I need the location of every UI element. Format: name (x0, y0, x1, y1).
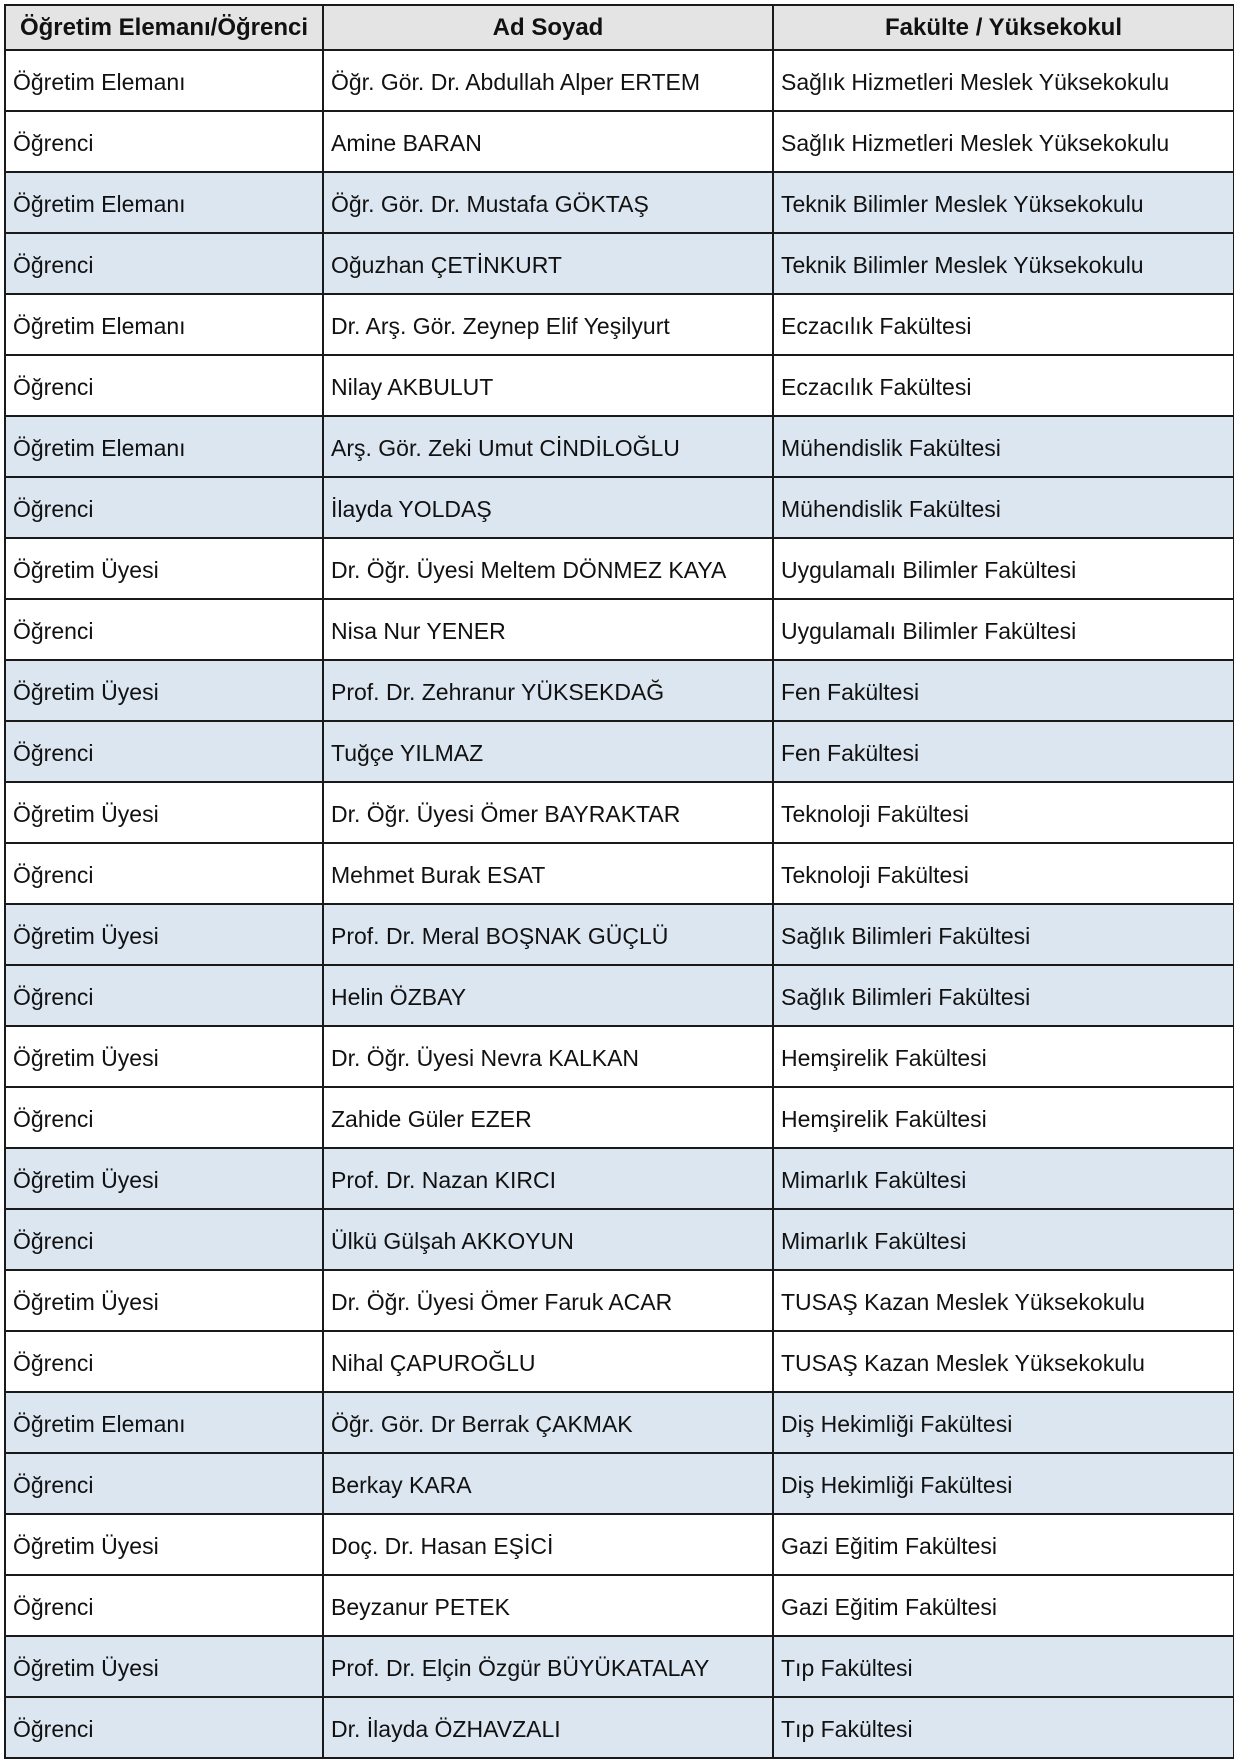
cell-role: Öğrenci (5, 1209, 323, 1270)
cell-role: Öğrenci (5, 1697, 323, 1758)
cell-name: Arş. Gör. Zeki Umut CİNDİLOĞLU (323, 416, 773, 477)
cell-unit: Teknoloji Fakültesi (773, 843, 1234, 904)
cell-name: Mehmet Burak ESAT (323, 843, 773, 904)
cell-unit: Sağlık Bilimleri Fakültesi (773, 965, 1234, 1026)
table-row (5, 843, 1234, 904)
cell-name: Öğr. Gör. Dr. Mustafa GÖKTAŞ (323, 172, 773, 233)
cell-name: Prof. Dr. Elçin Özgür BÜYÜKATALAY (323, 1636, 773, 1697)
cell-unit: Fen Fakültesi (773, 660, 1234, 721)
cell-name: Zahide Güler EZER (323, 1087, 773, 1148)
cell-role: Öğrenci (5, 1575, 323, 1636)
cell-unit: Tıp Fakültesi (773, 1697, 1234, 1758)
table-row (5, 1636, 1234, 1697)
cell-unit: TUSAŞ Kazan Meslek Yüksekokulu (773, 1331, 1234, 1392)
cell-name: İlayda YOLDAŞ (323, 477, 773, 538)
cell-name: Dr. Öğr. Üyesi Nevra KALKAN (323, 1026, 773, 1087)
cell-name: Dr. Öğr. Üyesi Ömer Faruk ACAR (323, 1270, 773, 1331)
cell-unit: TUSAŞ Kazan Meslek Yüksekokulu (773, 1270, 1234, 1331)
roster-body (5, 50, 1234, 1758)
cell-role: Öğretim Elemanı (5, 1392, 323, 1453)
cell-unit: Mimarlık Fakültesi (773, 1148, 1234, 1209)
table-row (5, 50, 1234, 111)
cell-name: Öğr. Gör. Dr. Abdullah Alper ERTEM (323, 50, 773, 111)
cell-unit: Mühendislik Fakültesi (773, 416, 1234, 477)
cell-role: Öğretim Üyesi (5, 1026, 323, 1087)
cell-name: Oğuzhan ÇETİNKURT (323, 233, 773, 294)
cell-role: Öğrenci (5, 721, 323, 782)
table-row (5, 111, 1234, 172)
table-row (5, 1087, 1234, 1148)
cell-role: Öğretim Üyesi (5, 1270, 323, 1331)
table-row (5, 294, 1234, 355)
table-row (5, 1148, 1234, 1209)
cell-unit: Fen Fakültesi (773, 721, 1234, 782)
cell-unit: Teknik Bilimler Meslek Yüksekokulu (773, 172, 1234, 233)
table-row (5, 1392, 1234, 1453)
cell-name: Ülkü Gülşah AKKOYUN (323, 1209, 773, 1270)
cell-name: Amine BARAN (323, 111, 773, 172)
table-row (5, 599, 1234, 660)
header-name: Ad Soyad (323, 5, 773, 50)
cell-unit: Hemşirelik Fakültesi (773, 1087, 1234, 1148)
cell-role: Öğrenci (5, 355, 323, 416)
table-row (5, 660, 1234, 721)
cell-role: Öğrenci (5, 1087, 323, 1148)
cell-name: Nisa Nur YENER (323, 599, 773, 660)
cell-role: Öğretim Üyesi (5, 1636, 323, 1697)
cell-unit: Diş Hekimliği Fakültesi (773, 1392, 1234, 1453)
table-row (5, 904, 1234, 965)
header-role: Öğretim Elemanı/Öğrenci (5, 5, 323, 50)
cell-role: Öğrenci (5, 233, 323, 294)
cell-role: Öğretim Elemanı (5, 294, 323, 355)
cell-role: Öğretim Üyesi (5, 904, 323, 965)
table-row (5, 1209, 1234, 1270)
cell-unit: Sağlık Hizmetleri Meslek Yüksekokulu (773, 50, 1234, 111)
cell-name: Prof. Dr. Nazan KIRCI (323, 1148, 773, 1209)
cell-role: Öğretim Elemanı (5, 416, 323, 477)
cell-name: Dr. İlayda ÖZHAVZALI (323, 1697, 773, 1758)
cell-unit: Sağlık Hizmetleri Meslek Yüksekokulu (773, 111, 1234, 172)
cell-unit: Uygulamalı Bilimler Fakültesi (773, 599, 1234, 660)
table-row (5, 1453, 1234, 1514)
cell-unit: Teknik Bilimler Meslek Yüksekokulu (773, 233, 1234, 294)
cell-name: Nihal ÇAPUROĞLU (323, 1331, 773, 1392)
cell-unit: Eczacılık Fakültesi (773, 294, 1234, 355)
cell-role: Öğretim Üyesi (5, 538, 323, 599)
cell-unit: Mimarlık Fakültesi (773, 1209, 1234, 1270)
roster-sheet (4, 4, 1233, 1759)
cell-name: Berkay KARA (323, 1453, 773, 1514)
cell-role: Öğretim Elemanı (5, 172, 323, 233)
cell-name: Nilay AKBULUT (323, 355, 773, 416)
table-row (5, 172, 1234, 233)
table-row (5, 1697, 1234, 1758)
cell-unit: Tıp Fakültesi (773, 1636, 1234, 1697)
table-row (5, 1026, 1234, 1087)
cell-role: Öğrenci (5, 1331, 323, 1392)
cell-unit: Diş Hekimliği Fakültesi (773, 1453, 1234, 1514)
cell-role: Öğretim Elemanı (5, 50, 323, 111)
cell-name: Prof. Dr. Zehranur YÜKSEKDAĞ (323, 660, 773, 721)
cell-role: Öğrenci (5, 843, 323, 904)
cell-unit: Sağlık Bilimleri Fakültesi (773, 904, 1234, 965)
table-row (5, 538, 1234, 599)
table-row (5, 416, 1234, 477)
table-row (5, 233, 1234, 294)
cell-name: Dr. Öğr. Üyesi Ömer BAYRAKTAR (323, 782, 773, 843)
table-row (5, 1514, 1234, 1575)
cell-role: Öğretim Üyesi (5, 1514, 323, 1575)
cell-role: Öğretim Üyesi (5, 660, 323, 721)
cell-unit: Uygulamalı Bilimler Fakültesi (773, 538, 1234, 599)
cell-unit: Mühendislik Fakültesi (773, 477, 1234, 538)
cell-name: Öğr. Gör. Dr Berrak ÇAKMAK (323, 1392, 773, 1453)
cell-role: Öğretim Üyesi (5, 782, 323, 843)
header-row (5, 5, 1234, 50)
table-row (5, 1270, 1234, 1331)
cell-unit: Gazi Eğitim Fakültesi (773, 1575, 1234, 1636)
cell-role: Öğretim Üyesi (5, 1148, 323, 1209)
cell-name: Beyzanur PETEK (323, 1575, 773, 1636)
cell-name: Dr. Arş. Gör. Zeynep Elif Yeşilyurt (323, 294, 773, 355)
cell-unit: Eczacılık Fakültesi (773, 355, 1234, 416)
cell-name: Dr. Öğr. Üyesi Meltem DÖNMEZ KAYA (323, 538, 773, 599)
cell-name: Prof. Dr. Meral BOŞNAK GÜÇLÜ (323, 904, 773, 965)
roster-table (4, 4, 1234, 1759)
table-row (5, 477, 1234, 538)
cell-name: Tuğçe YILMAZ (323, 721, 773, 782)
table-row (5, 721, 1234, 782)
cell-unit: Hemşirelik Fakültesi (773, 1026, 1234, 1087)
cell-role: Öğrenci (5, 965, 323, 1026)
table-row (5, 965, 1234, 1026)
cell-role: Öğrenci (5, 477, 323, 538)
cell-role: Öğrenci (5, 111, 323, 172)
table-row (5, 1575, 1234, 1636)
cell-role: Öğrenci (5, 599, 323, 660)
cell-role: Öğrenci (5, 1453, 323, 1514)
table-row (5, 782, 1234, 843)
header-unit: Fakülte / Yüksekokul (773, 5, 1234, 50)
table-row (5, 355, 1234, 416)
cell-name: Helin ÖZBAY (323, 965, 773, 1026)
cell-name: Doç. Dr. Hasan EŞİCİ (323, 1514, 773, 1575)
cell-unit: Teknoloji Fakültesi (773, 782, 1234, 843)
cell-unit: Gazi Eğitim Fakültesi (773, 1514, 1234, 1575)
table-row (5, 1331, 1234, 1392)
